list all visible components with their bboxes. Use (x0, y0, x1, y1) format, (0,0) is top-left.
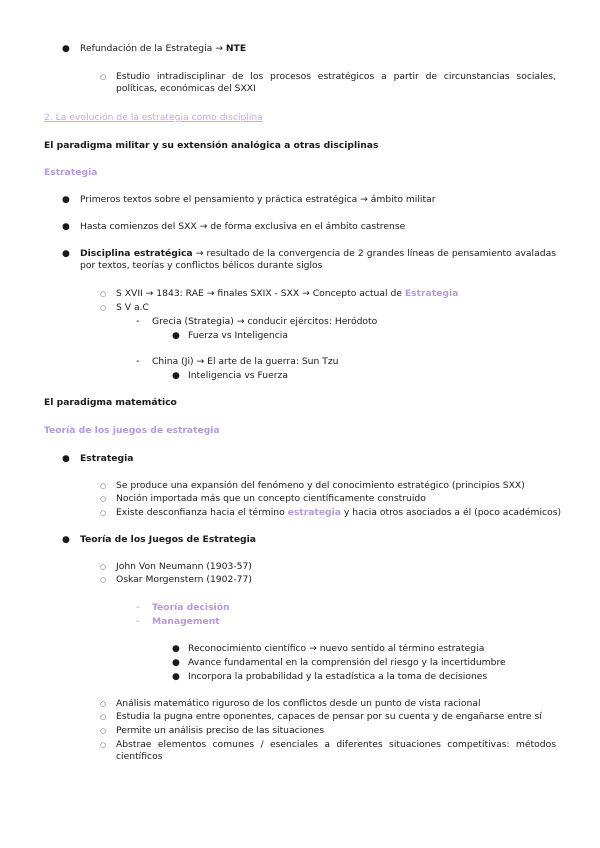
circle-bullet-icon: ○ (100, 727, 107, 735)
circle-bullet-icon: ○ (100, 741, 107, 749)
bullet-icon: ● (172, 658, 180, 668)
list-item: Refundación de la Estrategia → NTE (80, 43, 247, 54)
circle-bullet-icon: ○ (100, 509, 107, 517)
bullet-icon: ● (62, 195, 70, 205)
bullet-icon: ● (62, 454, 70, 464)
bullet-icon: ● (62, 222, 70, 232)
list-item: Existe desconfianza hacia el término estrategia y hacia otros asociados a él (poco académicos) (116, 507, 562, 518)
list-item: Permite un análisis preciso de las situaciones (116, 725, 325, 736)
list-item: Inteligencia vs Fuerza (188, 370, 288, 381)
list-item: Estudia la pugna entre oponentes, capaces de pensar por su cuenta y de engañarse entre sí (116, 711, 542, 722)
circle-bullet-icon: ○ (100, 304, 107, 312)
circle-bullet-icon: ○ (100, 700, 107, 708)
bullet-icon: ● (62, 44, 70, 54)
subheading-estrategia: Estrategia (44, 167, 98, 178)
circle-bullet-icon: ○ (100, 563, 107, 571)
list-item: Disciplina estratégica → resultado de la convergencia de 2 grandes líneas de pensamiento avaladas por textos, teorías y conflictos bélicos durante siglos (80, 248, 556, 271)
list-item: S V a.C (116, 302, 149, 313)
circle-bullet-icon: ○ (100, 290, 107, 298)
heading-paradigma-matematico: El paradigma matemático (44, 397, 177, 408)
list-item: Oskar Morgenstern (1902-77) (116, 574, 252, 585)
dash-bullet-icon: - (136, 616, 140, 627)
bullet-icon: ● (172, 331, 180, 341)
circle-bullet-icon: ○ (100, 576, 107, 584)
circle-bullet-icon: ○ (100, 482, 107, 490)
list-item: Reconocimiento científico → nuevo sentido al término estrategia (188, 643, 485, 654)
circle-bullet-icon: ○ (100, 713, 107, 721)
list-item: Management (152, 616, 220, 627)
list-item: Incorpora la probabilidad y la estadística a la toma de decisiones (188, 671, 488, 682)
bullet-icon: ● (62, 535, 70, 545)
list-item: Abstrae elementos comunes / esenciales a diferentes situaciones competitivas: métodos científicos (116, 739, 556, 762)
bullet-icon: ● (172, 644, 180, 654)
circle-bullet-icon: ○ (100, 495, 107, 503)
section-link[interactable]: 2. La evolución de la estrategia como disciplina (44, 112, 263, 123)
heading-paradigma-militar: El paradigma militar y su extensión analógica a otras disciplinas (44, 140, 379, 151)
dash-bullet-icon: - (136, 602, 140, 613)
list-item: Grecia (Strategia) → conducir ejércitos: Heródoto (152, 316, 378, 327)
list-item: John Von Neumann (1903-57) (116, 561, 252, 572)
list-item: Fuerza vs Inteligencia (188, 330, 288, 341)
list-item: Avance fundamental en la comprensión del riesgo y la incertidumbre (188, 657, 506, 668)
bullet-icon: ● (172, 672, 180, 682)
list-item: Estudio intradisciplinar de los procesos estratégicos a partir de circunstancias sociales, políticas, económicas del SXXI (116, 71, 556, 94)
bullet-icon: ● (172, 371, 180, 381)
list-item: Estrategia (80, 453, 134, 464)
list-item: S XVII → 1843: RAE → finales SXIX - SXX → Concepto actual de Estrategia (116, 288, 459, 299)
bullet-icon: ● (62, 249, 70, 259)
circle-bullet-icon: ○ (100, 73, 107, 81)
list-item: Teoría de los Juegos de Estrategia (80, 534, 256, 545)
list-item: Hasta comienzos del SXX → de forma exclusiva en el ámbito castrense (80, 221, 406, 232)
list-item: Se produce una expansión del fenómeno y del conocimiento estratégico (principios SXX) (116, 480, 525, 491)
list-item: Noción importada más que un concepto científicamente construido (116, 493, 426, 504)
dash-bullet-icon: - (136, 356, 140, 367)
list-item: Teoría decisión (152, 602, 230, 613)
subheading-teoria-juegos: Teoría de los juegos de estrategia (44, 425, 220, 436)
list-item: China (Ji) → El arte de la guerra: Sun Tzu (152, 356, 339, 367)
dash-bullet-icon: - (136, 316, 140, 327)
list-item: Análisis matemático riguroso de los conflictos desde un punto de vista racional (116, 698, 481, 709)
list-item: Primeros textos sobre el pensamiento y práctica estratégica → ámbito militar (80, 194, 436, 205)
